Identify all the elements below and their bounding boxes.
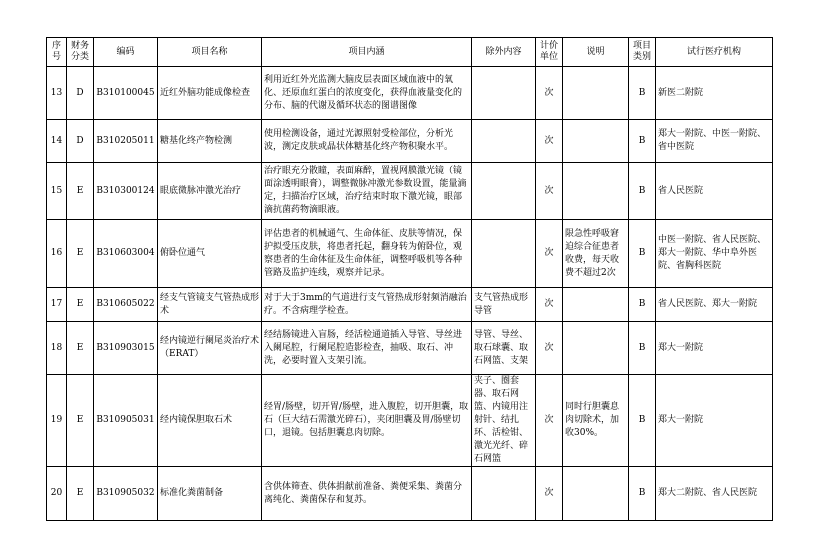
cell-content: 评估患者的机械通气、生命体征、皮肤等情况，保护拟受压皮肤，将患者托起，翻身转为俯卧位，观察患者的生命体征及生命体征，调整呼吸机等各种管路及监护连线，观察并记录。	[262, 220, 472, 288]
cell-unit: 次	[536, 67, 563, 120]
cell-item-type: B	[629, 163, 656, 220]
cell-category: E	[67, 220, 94, 288]
cell-institutions: 省人民医院	[656, 163, 773, 220]
cell-category: D	[67, 120, 94, 163]
cell-institutions: 郑大一附院	[656, 375, 773, 467]
cell-category: E	[67, 375, 94, 467]
cell-code: B310905031	[94, 375, 158, 467]
cell-excluded	[472, 467, 536, 521]
cell-seq: 16	[47, 220, 67, 288]
cell-code: B310905032	[94, 467, 158, 521]
cell-institutions: 郑大一附院、中医一附院、省中医院	[656, 120, 773, 163]
header-name: 项目名称	[158, 38, 262, 67]
cell-name: 经内镜保胆取石术	[158, 375, 262, 467]
cell-category: E	[67, 288, 94, 322]
cell-notes: 同时行胆囊息肉切除术，加收30%。	[563, 375, 629, 467]
table-row	[47, 322, 773, 375]
cell-content: 治疗眼充分散瞳，表面麻醉，置视网膜激光镜（镜面涂透明眼膏），调整微脉冲激光参数设置，能量滴定，扫描治疗区域，治疗结束时取下激光镜，眼部滴抗菌药物滴眼液。	[262, 163, 472, 220]
cell-content: 含供体筛查、供体捐献前准备、粪便采集、粪菌分离纯化、粪菌保存和复苏。	[262, 467, 472, 521]
cell-institutions: 郑大二附院、省人民医院	[656, 467, 773, 521]
cell-category: E	[67, 163, 94, 220]
cell-excluded: 夹子、圈套器、取石网篮、内镜用注射针、结扎环、活检钳、激光光纤、碎石网篮	[472, 375, 536, 467]
cell-notes: 限急性呼吸窘迫综合征患者收费，每天收费不超过2次	[563, 220, 629, 288]
cell-code: B310100045	[94, 67, 158, 120]
cell-category: E	[67, 467, 94, 521]
cell-seq: 13	[47, 67, 67, 120]
table-row	[47, 163, 773, 220]
cell-code: B310903015	[94, 322, 158, 375]
cell-item-type: B	[629, 288, 656, 322]
cell-code: B310603004	[94, 220, 158, 288]
cell-name: 近红外脑功能成像检查	[158, 67, 262, 120]
cell-name: 经内镜逆行阑尾炎治疗术（ERAT）	[158, 322, 262, 375]
cell-code: B310205011	[94, 120, 158, 163]
header-unit: 计价单位	[536, 38, 563, 67]
cell-seq: 20	[47, 467, 67, 521]
cell-item-type: B	[629, 67, 656, 120]
cell-unit: 次	[536, 375, 563, 467]
cell-excluded	[472, 120, 536, 163]
cell-name: 眼底微脉冲激光治疗	[158, 163, 262, 220]
cell-unit: 次	[536, 322, 563, 375]
cell-content: 经结肠镜进入盲肠，经活检通道插入导管、导丝进入阑尾腔，行阑尾腔造影检查，抽吸、取石、冲洗，必要时置入支架引流。	[262, 322, 472, 375]
table-row	[47, 220, 773, 288]
cell-unit: 次	[536, 288, 563, 322]
table-header-row	[47, 38, 773, 67]
cell-content: 对于大于3mm的气道进行支气管热成形射频消融治疗。不含病理学检查。	[262, 288, 472, 322]
cell-item-type: B	[629, 375, 656, 467]
cell-unit: 次	[536, 467, 563, 521]
cell-excluded	[472, 163, 536, 220]
table-row	[47, 67, 773, 120]
cell-category: D	[67, 67, 94, 120]
cell-item-type: B	[629, 467, 656, 521]
cell-institutions: 郑大一附院	[656, 322, 773, 375]
cell-excluded: 支气管热成形导管	[472, 288, 536, 322]
cell-notes	[563, 322, 629, 375]
cell-seq: 18	[47, 322, 67, 375]
cell-unit: 次	[536, 220, 563, 288]
cell-notes	[563, 288, 629, 322]
cell-institutions: 中医一附院、省人民医院、郑大一附院、华中阜外医院、省胸科医院	[656, 220, 773, 288]
table-row	[47, 375, 773, 467]
cell-notes	[563, 163, 629, 220]
cell-notes	[563, 67, 629, 120]
cell-seq: 15	[47, 163, 67, 220]
cell-notes	[563, 467, 629, 521]
cell-name: 糖基化终产物检测	[158, 120, 262, 163]
cell-name: 俯卧位通气	[158, 220, 262, 288]
cell-category: E	[67, 322, 94, 375]
fee-table	[46, 37, 773, 521]
cell-excluded	[472, 220, 536, 288]
table-row	[47, 467, 773, 521]
cell-seq: 14	[47, 120, 67, 163]
cell-seq: 19	[47, 375, 67, 467]
header-content: 项目内涵	[262, 38, 472, 67]
cell-content: 利用近红外光监测大脑皮层表面区域血液中的氧化、还原血红蛋白的浓度变化，获得血液量变化的分布、脑的代谢及循环状态的图谱图像	[262, 67, 472, 120]
cell-content: 使用检测设备，通过光源照射受检部位，分析光波，测定皮肤或晶状体糖基化终产物积聚水平。	[262, 120, 472, 163]
header-notes: 说明	[563, 38, 629, 67]
header-seq: 序号	[47, 38, 67, 67]
table-row	[47, 120, 773, 163]
cell-code: B310605022	[94, 288, 158, 322]
header-item-type: 项目类别	[629, 38, 656, 67]
header-institutions: 试行医疗机构	[656, 38, 773, 67]
cell-notes	[563, 120, 629, 163]
header-category: 财务分类	[67, 38, 94, 67]
cell-item-type: B	[629, 220, 656, 288]
cell-code: B310300124	[94, 163, 158, 220]
cell-item-type: B	[629, 120, 656, 163]
cell-name: 标准化粪菌制备	[158, 467, 262, 521]
cell-name: 经支气管镜支气管热成形术	[158, 288, 262, 322]
cell-unit: 次	[536, 120, 563, 163]
table-row	[47, 288, 773, 322]
cell-excluded	[472, 67, 536, 120]
cell-seq: 17	[47, 288, 67, 322]
header-code: 编码	[94, 38, 158, 67]
header-excluded: 除外内容	[472, 38, 536, 67]
cell-content: 经胃/肠壁，切开胃/肠壁，进入腹腔，切开胆囊，取石（巨大结石需激光碎石），夹闭胆囊及胃/肠壁切口，退镜。包括胆囊息肉切除。	[262, 375, 472, 467]
cell-excluded: 导管、导丝、取石球囊、取石网篮、支架	[472, 322, 536, 375]
cell-institutions: 新医二附院	[656, 67, 773, 120]
cell-item-type: B	[629, 322, 656, 375]
cell-unit: 次	[536, 163, 563, 220]
cell-institutions: 省人民医院、郑大一附院	[656, 288, 773, 322]
